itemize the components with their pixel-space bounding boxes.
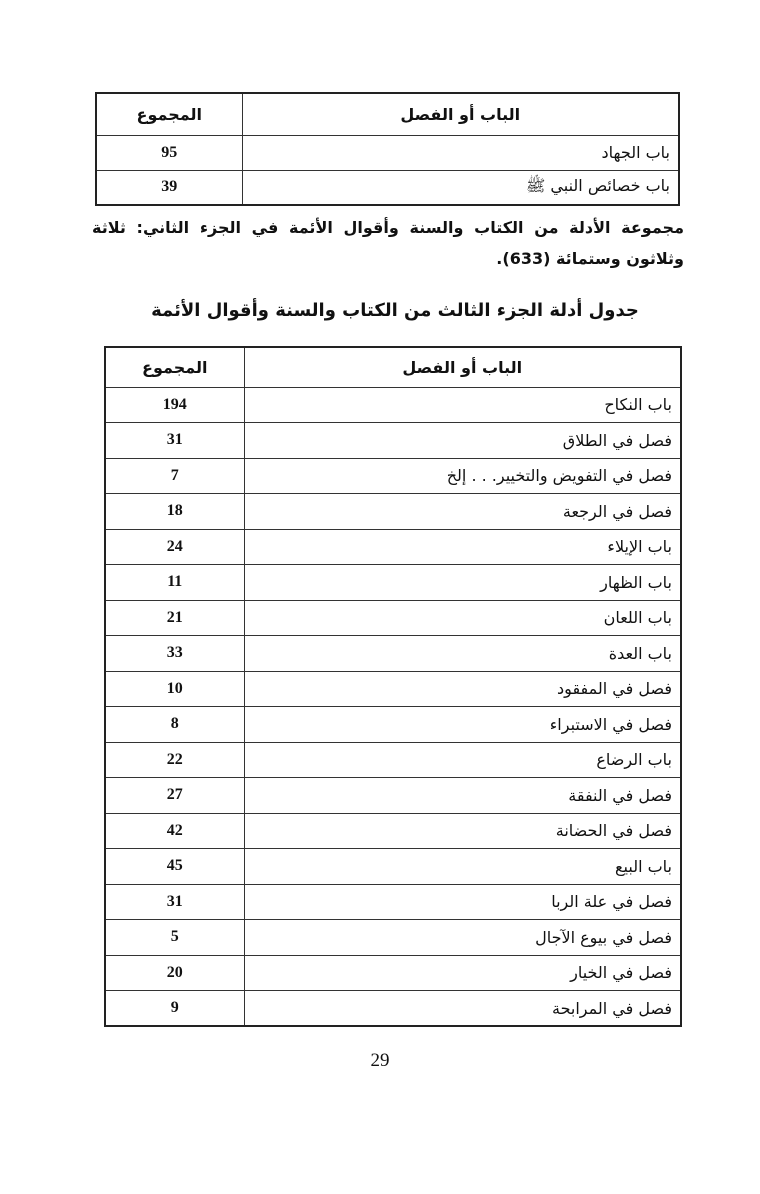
table-row (105, 387, 681, 423)
chapter-name: فصل في علة الربا (244, 884, 681, 920)
table-row (105, 849, 681, 885)
table-row (105, 600, 681, 636)
evidence-total: 18 (105, 494, 244, 530)
table-header-row (105, 347, 681, 387)
header-chapter: الباب أو الفصل (244, 347, 681, 387)
chapter-name: فصل في الاستبراء (244, 707, 681, 743)
table-row (105, 991, 681, 1027)
evidence-total: 33 (105, 636, 244, 672)
chapter-name: فصل في الخيار (244, 955, 681, 991)
evidence-total: 24 (105, 529, 244, 565)
evidence-total: 5 (105, 920, 244, 956)
evidence-total: 8 (105, 707, 244, 743)
chapter-name: باب العدة (244, 636, 681, 672)
table-row (105, 884, 681, 920)
evidence-total: 11 (105, 565, 244, 601)
table-title: جدول أدلة الجزء الثالث من الكتاب والسنة وأقوال الأئمة (151, 300, 639, 321)
page-number: 29 (370, 1050, 390, 1071)
table-row (105, 671, 681, 707)
evidence-total: 27 (105, 778, 244, 814)
evidence-total: 45 (105, 849, 244, 885)
table-part-three (104, 346, 682, 1027)
table-row (105, 565, 681, 601)
evidence-total: 31 (105, 423, 244, 459)
table-header-row (96, 93, 679, 135)
table-row (105, 920, 681, 956)
evidence-total: 10 (105, 671, 244, 707)
chapter-name: باب البيع (244, 849, 681, 885)
table-row (105, 742, 681, 778)
summary-paragraph: مجموعة الأدلة من الكتاب والسنة وأقوال الأئمة في الجزء الثاني: ثلاثة وثلاثون وستمائة (633). (92, 218, 684, 268)
chapter-name: باب الظهار (244, 565, 681, 601)
chapter-name: باب اللعان (244, 600, 681, 636)
evidence-total: 20 (105, 955, 244, 991)
chapter-name: فصل في الطلاق (244, 423, 681, 459)
table-part-two-end (95, 92, 680, 206)
evidence-total: 95 (96, 135, 242, 170)
chapter-name: فصل في الرجعة (244, 494, 681, 530)
chapter-name: فصل في النفقة (244, 778, 681, 814)
table-row (105, 813, 681, 849)
header-chapter: الباب أو الفصل (242, 93, 679, 135)
table-row (105, 778, 681, 814)
table-row (105, 529, 681, 565)
chapter-name: باب الإيلاء (244, 529, 681, 565)
evidence-total: 9 (105, 991, 244, 1027)
chapter-name: فصل في المرابحة (244, 991, 681, 1027)
chapter-name: فصل في الحضانة (244, 813, 681, 849)
evidence-total: 22 (105, 742, 244, 778)
chapter-name: فصل في المفقود (244, 671, 681, 707)
table-row (105, 707, 681, 743)
table-row (105, 423, 681, 459)
chapter-name: باب الرضاع (244, 742, 681, 778)
table-row (105, 458, 681, 494)
chapter-name: فصل في بيوع الآجال (244, 920, 681, 956)
table-row (105, 636, 681, 672)
evidence-total: 31 (105, 884, 244, 920)
table-row (96, 170, 679, 205)
evidence-total: 39 (96, 170, 242, 205)
chapter-name: باب الجهاد (242, 135, 679, 170)
header-total: المجموع (105, 347, 244, 387)
evidence-total: 21 (105, 600, 244, 636)
chapter-name: فصل في التفويض والتخيير. . . إلخ (244, 458, 681, 494)
evidence-total: 42 (105, 813, 244, 849)
table-row (105, 955, 681, 991)
evidence-total: 7 (105, 458, 244, 494)
table-row (105, 494, 681, 530)
table-row (96, 135, 679, 170)
chapter-name: باب النكاح (244, 387, 681, 423)
chapter-name: باب خصائص النبي ﷺ (242, 170, 679, 205)
evidence-total: 194 (105, 387, 244, 423)
header-total: المجموع (96, 93, 242, 135)
